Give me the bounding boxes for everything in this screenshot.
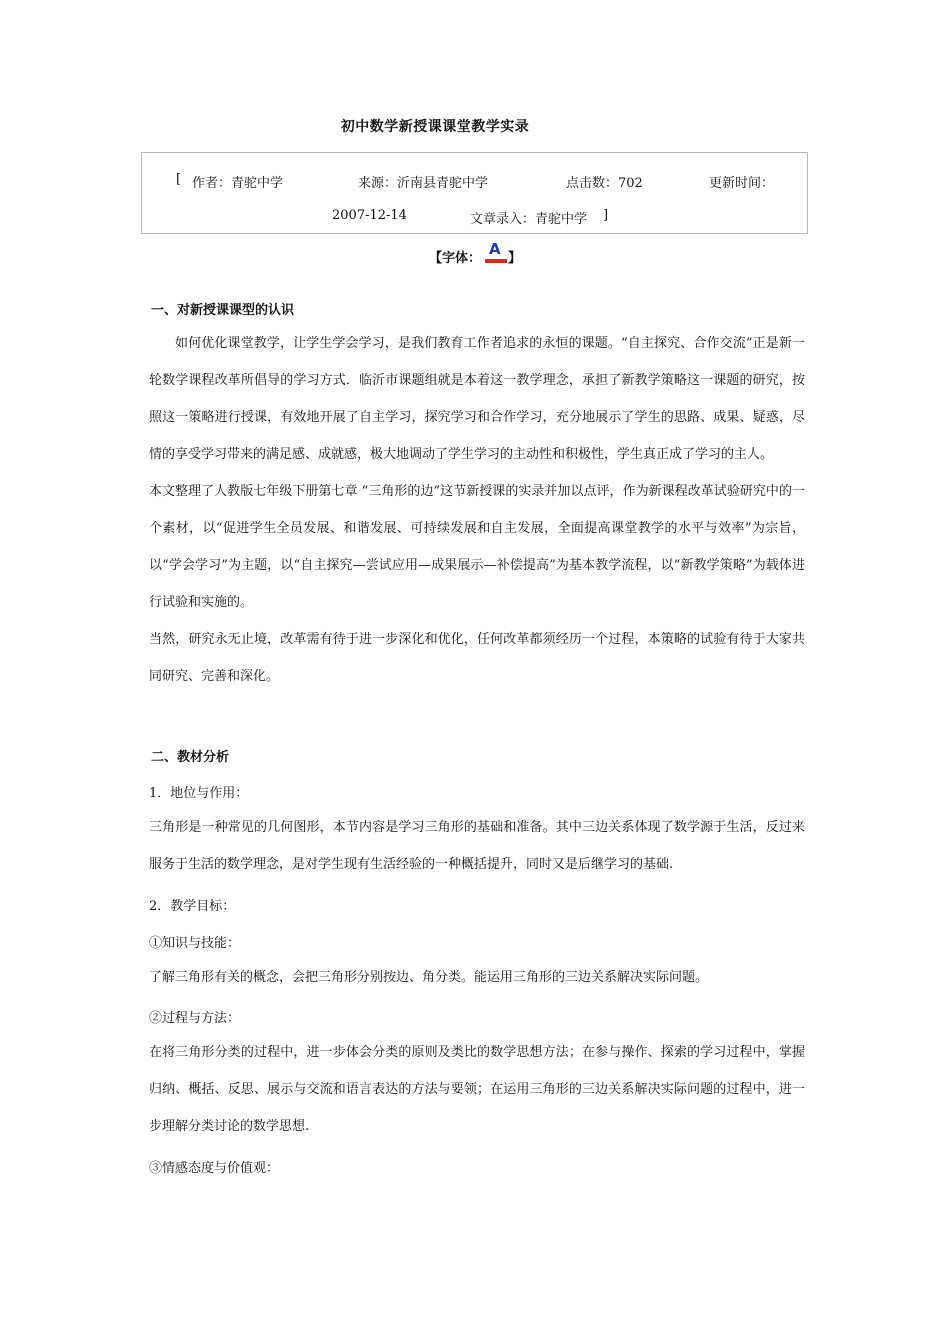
- font-size-row: [0, 240, 950, 266]
- section-heading-1: 一、对新授课课型的认识: [151, 303, 295, 318]
- article-info-box: [141, 152, 808, 234]
- paragraph: 三角形是一种常见的几何图形，本节内容是学习三角形的基础和准备。其中三边关系体现了数学源于生活，反过来服务于生活的数学理念，是对学生现有生活经验的一种概括提升，同时又是后继学习的基础.: [149, 820, 805, 872]
- goal2-body: [149, 1034, 805, 1145]
- goal1-label: ①知识与技能：: [149, 936, 241, 951]
- info-close-bracket: ]: [603, 208, 609, 223]
- paragraph: 在将三角形分类的过程中，进一步体会分类的原则及类比的数学思想方法；在参与操作、探索的学习过程中，掌握归纳、概括、反思、展示与交流和语言表达的方法与要领；在运用三角形的三边关系解决实际问题的过程中，进一步理解分类讨论的数学思想.: [149, 1045, 805, 1134]
- subheading-position: 1．地位与作用：: [149, 786, 249, 801]
- goal2-label: ②过程与方法：: [149, 1011, 241, 1026]
- font-label-close: 】: [508, 251, 522, 266]
- article-title: 初中数学新授课课堂教学实录: [340, 119, 530, 135]
- info-author: 作者：青驼中学: [192, 176, 284, 191]
- paragraph: 当然，研究永无止境，改革需有待于进一步深化和优化，任何改革都须经历一个过程，本策略的试验有待于大家共同研究、完善和深化。: [149, 632, 805, 684]
- info-editor: 文章录入：青驼中学: [470, 212, 588, 227]
- font-icon-letter: A: [489, 240, 501, 258]
- section1-body: [149, 325, 805, 695]
- paragraph: 如何优化课堂教学，让学生学会学习，是我们教育工作者追求的永恒的课题。“自主探究、合作交流”正是新一轮数学课程改革所倡导的学习方式．临沂市课题组就是本着这一教学理念，承担了新教学策略这一课题的研究，按照这一策略进行授课，有效地开展了自主学习，探究学习和合作学习，充分地展示了学生的思路、成果、疑惑，尽情的享受学习带来的满足感、成就感，极大地调动了学生学习的主动性和积极性，学生真正成了学习的主人。: [149, 336, 805, 462]
- paragraph-position: [149, 809, 805, 883]
- section-heading-2: 二、教材分析: [151, 750, 230, 765]
- paragraph: 本文整理了人教版七年级下册第七章 “三角形的边”这节新授课的实录并加以点评，作为新课程改革试验研究中的一个素材，以“促进学生全员发展、和谐发展、可持续发展和自主发展，全面提高课堂教学的水平与效率”为宗旨，以“学会学习”为主题，以“自主探究—尝试应用—成果展示—补偿提高”为基本教学流程，以“新教学策略”为载体进行试验和实施的。: [149, 484, 805, 610]
- info-open-bracket: [: [176, 172, 182, 187]
- goal3-label: ③情感态度与价值观：: [149, 1161, 280, 1176]
- info-updated-label: 更新时间：: [709, 176, 775, 191]
- goal1-body: [149, 959, 805, 996]
- subheading-goals: 2．教学目标：: [149, 899, 236, 914]
- paragraph: 了解三角形有关的概念，会把三角形分别按边、角分类。能运用三角形的三边关系解决实际问题。: [149, 970, 709, 985]
- info-hits: 点击数：702: [566, 176, 643, 191]
- font-label: 【字体：: [428, 251, 481, 266]
- info-date: 2007-12-14: [332, 208, 407, 223]
- info-source: 来源：沂南县青驼中学: [358, 176, 489, 191]
- font-size-icon[interactable]: [485, 240, 507, 264]
